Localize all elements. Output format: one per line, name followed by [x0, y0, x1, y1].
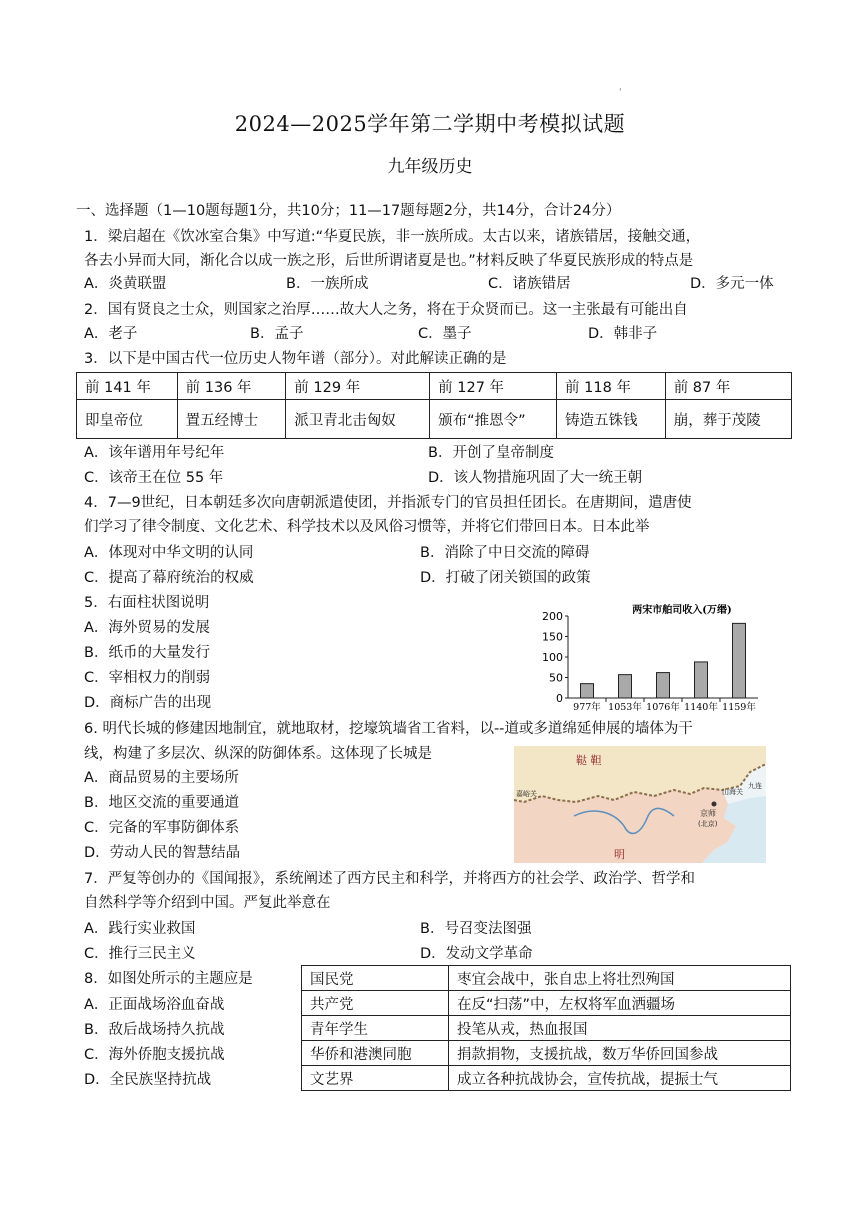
- q7-option-d: D．发动文学革命: [420, 946, 533, 962]
- event-cell: 颁布“推恩令”: [430, 400, 557, 439]
- y-tick-label: 50: [549, 671, 563, 685]
- map-label-corner: 九连: [748, 782, 762, 790]
- q6-line1: 6. 明代长城的修建因地制宜，就地取材，挖壕筑墙省工省料，以--道或多道绵延伸展的墙体为干: [84, 721, 693, 737]
- chronology-years-row: [77, 373, 792, 400]
- scan-mark: ': [619, 88, 622, 98]
- page-subtitle: 九年级历史: [387, 157, 473, 177]
- capital-marker: [712, 802, 717, 807]
- revenue-bar-chart-svg: [532, 604, 764, 718]
- event-cell: 派卫青北击匈奴: [286, 400, 430, 439]
- q7-line1: 7．严复等创办的《国闻报》，系统阐述了西方民主和科学，并将西方的社会学、政治学、哲学和: [84, 871, 695, 887]
- q6-option-c: C．完备的军事防御体系: [84, 820, 240, 836]
- q1-option-d: D．多元一体: [690, 276, 774, 292]
- q5-option-c: C．宰相权力的削弱: [84, 670, 211, 686]
- q3-option-c: C．该帝王在位 55 年: [84, 470, 224, 486]
- bar: [657, 673, 670, 698]
- x-tick-label: 977年: [573, 702, 601, 713]
- bar: [733, 623, 746, 698]
- bar: [619, 675, 632, 698]
- bar: [695, 662, 708, 698]
- map-label-capital-sub: (北京): [698, 820, 718, 828]
- table-row: [302, 1066, 791, 1091]
- q2-option-a: A．老子: [84, 326, 138, 342]
- q2-option-c: C．墨子: [418, 326, 472, 342]
- q2-option-d: D．韩非子: [588, 326, 658, 342]
- year-cell: 前 127 年: [430, 373, 557, 400]
- q3-option-d: D．该人物措施巩固了大一统王朝: [428, 470, 643, 486]
- map-label-capital: 京师: [700, 809, 716, 818]
- q7-option-b: B．号召变法图强: [420, 921, 532, 937]
- q6-option-d: D．劳动人民的智慧结晶: [84, 845, 241, 861]
- table-row: [302, 991, 791, 1016]
- q5-option-b: B．纸币的大量发行: [84, 645, 210, 661]
- great-wall-map: [514, 746, 766, 863]
- year-cell: 前 136 年: [177, 373, 286, 400]
- year-cell: 前 87 年: [665, 373, 791, 400]
- year-cell: 前 129 年: [286, 373, 430, 400]
- group-cell: 华侨和港澳同胞: [302, 1041, 449, 1066]
- chart-title: 两宋市舶司收入(万缗): [632, 605, 732, 616]
- q1-option-a: A．炎黄联盟: [84, 276, 167, 292]
- q5-line1: 5．右面柱状图说明: [84, 595, 210, 611]
- q6-option-b: B．地区交流的重要通道: [84, 795, 239, 811]
- group-cell: 青年学生: [302, 1016, 449, 1041]
- q4-option-b: B．消除了中日交流的障碍: [420, 545, 590, 561]
- x-tick-label: 1076年: [646, 702, 680, 713]
- q3-line1: 3．以下是中国古代一位历史人物年谱（部分）。对此解读正确的是: [84, 351, 507, 367]
- q3-option-a: A．该年谱用年号纪年: [84, 445, 225, 461]
- bar: [581, 684, 594, 698]
- q4-line1: 4．7—9世纪，日本朝廷多次向唐朝派遣使团，并指派专门的官员担任团长。在唐期间，遣唐使: [84, 495, 692, 511]
- y-tick-label: 150: [542, 630, 563, 644]
- q7-option-a: A．践行实业救国: [84, 921, 196, 937]
- event-cell: 置五经博士: [177, 400, 286, 439]
- q3-option-b: B．开创了皇帝制度: [428, 445, 554, 461]
- y-tick-label: 200: [542, 610, 563, 623]
- group-cell: 文艺界: [302, 1066, 449, 1091]
- table-row: [302, 1016, 791, 1041]
- contribution-cell: 成立各种抗战协会，宣传抗战，提振士气: [449, 1066, 791, 1091]
- q8-line1: 8．如图处所示的主题应是: [84, 971, 253, 987]
- revenue-bar-chart: [532, 604, 764, 718]
- event-cell: 即皇帝位: [77, 400, 178, 439]
- q2-option-b: B．孟子: [250, 326, 304, 342]
- chronology-events-row: [77, 400, 792, 439]
- table-row: [302, 966, 791, 991]
- map-label-north: 鞑 靼: [576, 754, 602, 767]
- map-label-south: 明: [614, 848, 625, 861]
- q8-option-b: B．敌后战场持久抗战: [84, 1022, 225, 1038]
- contribution-cell: 在反“扫荡”中，左权将军血洒疆场: [449, 991, 791, 1016]
- page-title: 2024—2025学年第二学期中考模拟试题: [234, 112, 626, 136]
- y-tick-label: 0: [556, 692, 563, 705]
- q6-option-a: A．商品贸易的主要场所: [84, 770, 239, 786]
- contribution-cell: 投笔从戎，热血报国: [449, 1016, 791, 1041]
- q6-line2: 线，构建了多层次、纵深的防御体系。这体现了长城是: [84, 746, 432, 762]
- q1-option-b: B．一族所成: [286, 276, 369, 292]
- q8-option-c: C．海外侨胞支援抗战: [84, 1047, 225, 1063]
- x-tick-label: 1140年: [684, 702, 718, 713]
- q1-line2: 各去小异而大同，渐化合以成一族之形，后世所谓诸夏是也。”材料反映了华夏民族形成的特点是: [84, 253, 694, 269]
- q7-line2: 自然科学等介绍到中国。严复此举意在: [84, 895, 331, 911]
- q1-option-c: C．诸族错居: [488, 276, 571, 292]
- great-wall-map-svg: [514, 746, 766, 863]
- event-cell: 崩，葬于茂陵: [665, 400, 791, 439]
- q8-option-d: D．全民族坚持抗战: [84, 1072, 212, 1088]
- q4-option-d: D．打破了闭关锁国的政策: [420, 570, 591, 586]
- resistance-table: [301, 965, 791, 1091]
- q1-line1: 1．梁启超在《饮冰室合集》中写道:“华夏民族，非一族所成。太古以来，诸族错居，接触交通，: [84, 229, 701, 245]
- y-tick-label: 100: [542, 651, 563, 664]
- q2-line1: 2．国有贤良之士众，则国家之治厚……故大人之务，将在于众贤而已。这一主张最有可能出自: [84, 302, 688, 318]
- map-label-pass-east: 山海关: [722, 788, 743, 796]
- contribution-cell: 捐款捐物，支援抗战，数万华侨回国参战: [449, 1041, 791, 1066]
- x-tick-label: 1053年: [608, 702, 642, 713]
- q4-option-c: C．提高了幕府统治的权威: [84, 570, 254, 586]
- year-cell: 前 141 年: [77, 373, 178, 400]
- group-cell: 共产党: [302, 991, 449, 1016]
- q5-option-a: A．海外贸易的发展: [84, 620, 210, 636]
- year-cell: 前 118 年: [557, 373, 666, 400]
- q7-option-c: C．推行三民主义: [84, 946, 196, 962]
- section-header: 一、选择题（1—10题每题1分，共10分；11—17题每题2分，共14分，合计24分）: [76, 203, 621, 219]
- chronology-table: [76, 372, 792, 439]
- map-label-pass-west: 嘉峪关: [516, 790, 537, 798]
- q8-option-a: A．正面战场浴血奋战: [84, 997, 225, 1013]
- event-cell: 铸造五铢钱: [557, 400, 666, 439]
- q5-option-d: D．商标广告的出现: [84, 695, 212, 711]
- q4-line2: 们学习了律令制度、文化艺术、科学技术以及风俗习惯等，并将它们带回日本。日本此举: [84, 519, 650, 535]
- table-row: [302, 1041, 791, 1066]
- q4-option-a: A．体现对中华文明的认同: [84, 545, 254, 561]
- contribution-cell: 枣宜会战中，张自忠上将壮烈殉国: [449, 966, 791, 991]
- x-tick-label: 1159年: [722, 702, 756, 713]
- group-cell: 国民党: [302, 966, 449, 991]
